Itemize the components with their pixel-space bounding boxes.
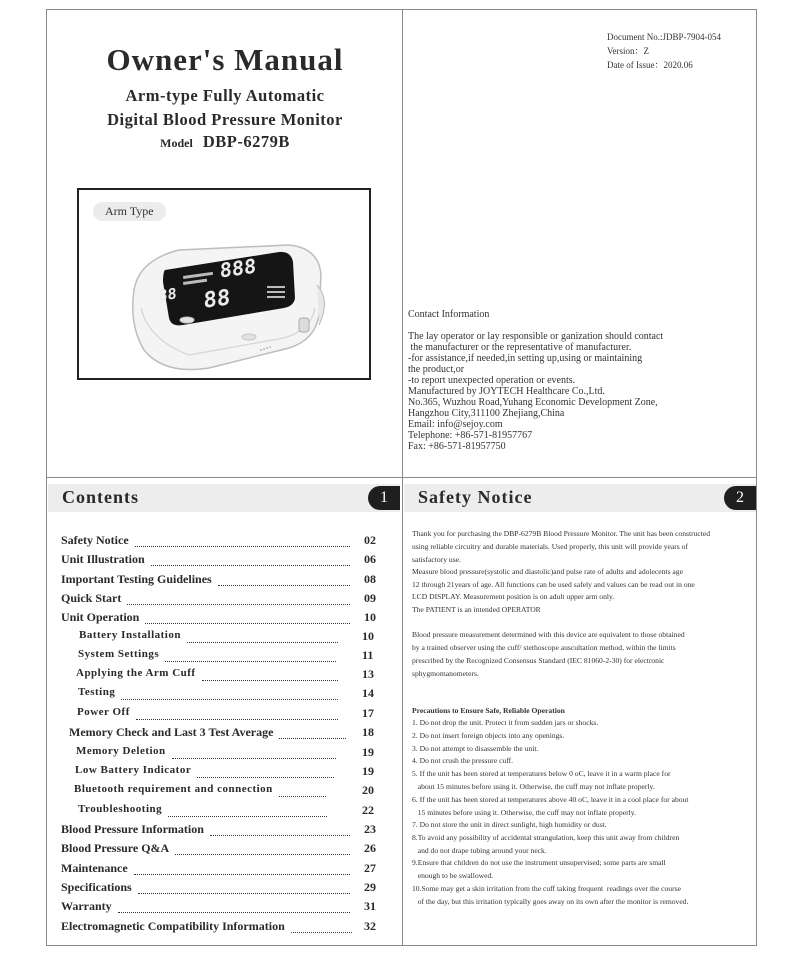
page-divider-horizontal xyxy=(46,477,757,478)
safety-text-line: 7. Do not store the unit in direct sunlight, high humidity or dust. xyxy=(412,820,607,829)
safety-header xyxy=(404,484,756,512)
toc-item-page: 10 xyxy=(362,629,374,643)
toc-dot-leader xyxy=(127,594,350,605)
page-number-badge-2: 2 xyxy=(724,486,756,510)
toc-item-label[interactable]: System Settings xyxy=(78,648,160,660)
toc-dot-leader xyxy=(210,825,350,836)
toc-dot-leader xyxy=(168,806,327,817)
safety-text-line: 5. If the unit has been stored at temperatures below 0 oC, leave it in a warm place for xyxy=(412,769,671,778)
model-line xyxy=(48,132,402,152)
toc-item-label[interactable]: Memory Check and Last 3 Test Average xyxy=(69,725,274,739)
toc-dot-leader xyxy=(202,670,338,681)
safety-text-line: 12 through 21years of age. All functions can be used safely and values can be read out in one xyxy=(412,580,695,589)
toc-item-page: 27 xyxy=(364,861,376,875)
toc-item-label[interactable]: Important Testing Guidelines xyxy=(61,572,212,586)
safety-text-line: 6. If the unit has been stored at temperatures above 40 oC, leave it in a cool place for about xyxy=(412,795,689,804)
toc-dot-leader xyxy=(135,536,350,547)
toc-item-label[interactable]: Bluetooth requirement and connection xyxy=(74,783,273,795)
safety-text-line: 3. Do not attempt to disassemble the unit. xyxy=(412,744,539,753)
safety-text-line: 15 minutes before using it. Otherwise, the cuff may not inflate properly. xyxy=(412,808,636,817)
safety-text-line: of the day, but this irritation typically goes away on its own after the monitor is removed. xyxy=(412,897,689,906)
toc-dot-leader xyxy=(136,709,338,720)
contact-lines xyxy=(408,331,663,452)
safety-text-line: Thank you for purchasing the DBP-6279B Blood Pressure Monitor. The unit has been constructed xyxy=(412,529,711,538)
manual-title: Owner's Manual xyxy=(106,42,344,77)
toc-item-page: 11 xyxy=(362,648,374,662)
safety-text-line: prescribed by the Recognized Consensus Standard (IEC 81060-2-30) for electronic xyxy=(412,656,665,665)
safety-text-line: LCD DISPLAY. Measurement position is on adult upper arm only. xyxy=(412,592,615,601)
toc-item-page: 31 xyxy=(364,899,376,913)
contact-line: -to report unexpected operation or events. xyxy=(408,375,576,386)
toc-dot-leader xyxy=(118,902,350,913)
device-illustration xyxy=(79,190,369,378)
safety-text-line: 2. Do not insert foreign objects into any openings. xyxy=(412,731,565,740)
toc-dot-leader xyxy=(187,632,338,643)
toc-dot-leader xyxy=(165,651,336,662)
toc-item-label[interactable]: Quick Start xyxy=(61,591,122,605)
contact-line: Telephone: +86-571-81957767 xyxy=(408,430,533,441)
toc-item-page: 26 xyxy=(364,841,376,855)
toc-item-page: 19 xyxy=(362,764,374,778)
toc-item-page: 08 xyxy=(364,572,376,586)
safety-text-line: Measure blood pressure(systolic and diastolic)and pulse rate of adults and adolecents age xyxy=(412,567,683,576)
safety-text-line: Blood pressure measurement determined with this device are equivalent to those obtained xyxy=(412,630,685,639)
safety-text-line: 9.Ensure that children do not use the instrument unsupervised; some parts are small xyxy=(412,858,666,867)
toc-item-page: 32 xyxy=(364,919,376,933)
toc-item-label[interactable]: Power Off xyxy=(77,706,130,718)
toc-item-label[interactable]: Blood Pressure Information xyxy=(61,822,204,836)
contents-header xyxy=(48,484,400,512)
toc-dot-leader xyxy=(279,728,346,739)
contact-line: The lay operator or lay responsible or ganization should contact xyxy=(408,331,664,342)
device-button-right xyxy=(242,334,256,340)
toc-dot-leader xyxy=(279,786,326,797)
model-label: Model xyxy=(160,136,193,150)
toc-item-label[interactable]: Low Battery Indicator xyxy=(75,764,192,776)
safety-title: Safety Notice xyxy=(418,487,533,507)
safety-text-line: satisfactory use. xyxy=(412,555,461,564)
lcd-dia: 88 xyxy=(203,284,231,314)
contact-line: -for assistance,if needed,in setting up,using or maintaining xyxy=(408,353,643,364)
safety-text-line: using reliable circuitry and durable materials. Used properly, this unit will provide years of xyxy=(412,542,688,551)
manual-subtitle-1: Arm-type Fully Automatic xyxy=(125,86,325,105)
contact-line: the product,or xyxy=(408,364,465,375)
toc-item-label[interactable]: Unit Illustration xyxy=(61,552,145,566)
toc-item-page: 19 xyxy=(362,745,374,759)
toc-item-label[interactable]: Testing xyxy=(78,686,116,698)
page-number-badge-1: 1 xyxy=(368,486,400,510)
toc-item-label[interactable]: Warranty xyxy=(61,899,112,913)
arm-type-label: Arm Type xyxy=(93,202,166,221)
toc-dot-leader xyxy=(197,767,334,778)
safety-text-line: enough to be swallowed. xyxy=(412,871,494,880)
toc-dot-leader xyxy=(121,689,338,700)
toc-dot-leader xyxy=(151,555,350,566)
contact-line: Hangzhou City,311100 Zhejiang,China xyxy=(408,408,565,419)
document-version: Version：Z xyxy=(607,46,649,56)
toc-item-label[interactable]: Maintenance xyxy=(61,861,128,875)
toc-dot-leader xyxy=(134,864,350,875)
toc-item-page: 17 xyxy=(362,706,374,720)
safety-text-line: 8.To avoid any possibility of accidental strangulation, keep this unit away from children xyxy=(412,833,680,842)
toc-item-page: 02 xyxy=(364,533,376,547)
safety-text-line: The PATIENT is an intended OPERATOR xyxy=(412,605,541,614)
toc-item-page: 06 xyxy=(364,552,376,566)
toc-item-page: 09 xyxy=(364,591,376,605)
safety-text-line: by a trained observer using the cuff/ stethoscope auscultation method, within the limits xyxy=(412,643,676,652)
toc-dot-leader xyxy=(175,844,350,855)
toc-item-page: 20 xyxy=(362,783,374,797)
toc-dot-leader xyxy=(138,883,350,894)
toc-item-page: 22 xyxy=(362,803,374,817)
contact-line: Manufactured by JOYTECH Healthcare Co.,Ltd. xyxy=(408,386,605,397)
toc-item-label[interactable]: Unit Operation xyxy=(61,610,140,624)
document-number: Document No.:JDBP-7904-054 xyxy=(607,32,721,42)
document-info xyxy=(607,30,721,72)
toc-item-page: 14 xyxy=(362,686,374,700)
toc-dot-leader xyxy=(145,613,350,624)
toc-item-label[interactable]: Battery Installation xyxy=(79,629,181,641)
toc-item-page: 23 xyxy=(364,822,376,836)
toc-item-page: 10 xyxy=(364,610,376,624)
toc-item-label[interactable]: Applying the Arm Cuff xyxy=(76,667,196,679)
contact-line: No.365, Wuzhou Road,Yuhang Economic Development Zone, xyxy=(408,397,658,408)
device-button-left xyxy=(180,317,194,323)
contents-title: Contents xyxy=(62,487,140,507)
safety-text-line: and do not drape tubing around your neck. xyxy=(412,846,547,855)
toc-item-page: 13 xyxy=(362,667,374,681)
contact-line: Fax: +86-571-81957750 xyxy=(408,441,506,452)
model-value: DBP-6279B xyxy=(202,132,290,151)
contact-line: the manufacturer or the representative of manufacturer. xyxy=(408,342,632,353)
toc-dot-leader xyxy=(172,748,336,759)
toc-item-label[interactable]: Troubleshooting xyxy=(78,803,163,815)
toc-dot-leader xyxy=(218,575,350,586)
toc-item-page: 29 xyxy=(364,880,376,894)
contact-information xyxy=(408,309,663,452)
lcd-pulse: 88 xyxy=(158,284,177,305)
toc-item-label[interactable]: Safety Notice xyxy=(61,533,129,547)
precautions-heading: Precautions to Ensure Safe, Reliable Operation xyxy=(412,706,565,715)
safety-text-line: about 15 minutes before using it. Otherwise, the cuff may not inflate properly. xyxy=(412,782,655,791)
toc-item-label[interactable]: Memory Deletion xyxy=(76,745,166,757)
contact-line: Email: info@sejoy.com xyxy=(408,419,503,430)
toc-dot-leader xyxy=(291,922,352,933)
toc-item-label[interactable]: Electromagnetic Compatibility Information xyxy=(61,919,285,933)
safety-text-line: 1. Do not drop the unit. Protect it from sudden jars or shocks. xyxy=(412,718,599,727)
safety-text-line: sphygmomanometers. xyxy=(412,669,479,678)
manual-subtitle-2: Digital Blood Pressure Monitor xyxy=(107,110,343,129)
toc-item-label[interactable]: Blood Pressure Q&A xyxy=(61,841,170,855)
toc-item-label[interactable]: Specifications xyxy=(61,880,132,894)
safety-text-line: 10.Some may get a skin irritation from the cuff taking frequent readings over the course xyxy=(412,884,681,893)
device-image-box xyxy=(77,188,371,380)
contact-heading: Contact Information xyxy=(408,309,490,320)
safety-text-line: 4. Do not crush the pressure cuff. xyxy=(412,756,514,765)
issue-date: Date of Issue：2020.06 xyxy=(607,60,693,70)
lcd-sys: 888 xyxy=(219,253,257,283)
toc-item-page: 18 xyxy=(362,725,374,739)
